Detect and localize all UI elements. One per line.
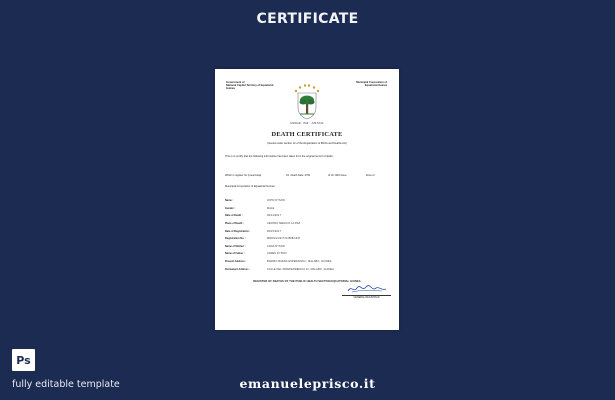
detail-value: MRDGG/2017/G4568/1947: [267, 237, 301, 241]
meta-zone: Zone of: [366, 174, 375, 177]
detail-label: Permanent Address :: [225, 267, 251, 271]
detail-label: Name of Mother :: [225, 244, 246, 248]
detail-value: BARRIO BUENA ESPERANZA I, MALABO, GUINEA: [267, 260, 332, 264]
detail-label: Date of Registration :: [225, 229, 251, 233]
gov-right-line: Equatorial Guinea: [364, 84, 387, 88]
details-list: [225, 197, 389, 273]
page-heading: CERTIFICATE: [256, 11, 359, 27]
photoshop-icon: Ps: [12, 349, 35, 371]
gov-right-line: Municipal Corporation of: [356, 81, 387, 84]
detail-label: Gender :: [225, 206, 236, 210]
meta-local-area: Which is register for (Local Area): [225, 174, 262, 177]
detail-value: JAMES DYSON: [267, 252, 287, 256]
register-line: REGISTER OF DEATHS OF THE PUBLIC HEALTH SECTION EQUATORIAL GUINEA: [253, 280, 361, 283]
detail-value: CALLE DEL INDEPENDENCIA 12, MALABO, GUINEA: [267, 267, 335, 271]
municipal-line: Municipal Corporation of Equatorial Guinea: [225, 185, 275, 188]
detail-row: [225, 197, 389, 205]
detail-value: JOHN DYSON: [267, 199, 285, 203]
detail-label: Place of Death :: [225, 222, 244, 226]
intro-text: This is to certify that the following information has been taken from the original record of death,: [225, 155, 334, 158]
government-left-block: [226, 81, 288, 91]
detail-row: [225, 212, 389, 220]
detail-row: [225, 265, 389, 273]
detail-value: 09/14/2017: [267, 214, 282, 218]
death-certificate-document: [215, 69, 399, 330]
detail-label: Name :: [225, 199, 234, 203]
detail-label: Name of Father :: [225, 252, 245, 256]
meta-death-date: Ch. Death Date: 2764: [286, 174, 311, 177]
gov-left-line: Guinea: [226, 87, 235, 91]
detail-label: Present Address :: [225, 260, 247, 264]
detail-row: [225, 258, 389, 266]
signature-icon: [342, 283, 392, 295]
detail-label: Registration No. :: [225, 237, 246, 241]
meta-birth-area: of Ch. Birth Area: [328, 174, 347, 177]
gov-left-line: National Capital Territory of Equatorial: [226, 84, 274, 88]
editable-template-caption: fully editable template: [12, 379, 120, 390]
brand-url: emanueleprisco.it: [239, 376, 376, 391]
detail-value: 09/15/2017: [267, 229, 282, 233]
document-subtitle: (Issued under section 12 of the Registration of Births and Deaths Act): [267, 142, 347, 145]
emblem-motto: UNIDAD · PAZ · JUSTICIA: [290, 122, 324, 125]
detail-label: Date of Death :: [225, 214, 243, 218]
detail-row: [225, 227, 389, 235]
detail-value: ANNA DYSON: [267, 244, 285, 248]
detail-value: CENTRO MEDICO LA PAZ: [267, 222, 301, 226]
government-right-block: [341, 81, 387, 87]
coat-of-arms-icon: [291, 83, 323, 123]
gov-left-line: Government of: [226, 81, 245, 84]
detail-row: [225, 243, 389, 251]
detail-row: [225, 205, 389, 213]
detail-row: [225, 250, 389, 258]
signature-caption: GENERAL REGISTRAR: [353, 296, 380, 299]
detail-value: MALE: [267, 206, 275, 210]
document-title: DEATH CERTIFICATE: [271, 131, 343, 138]
detail-row: [225, 220, 389, 228]
detail-row: [225, 235, 389, 243]
